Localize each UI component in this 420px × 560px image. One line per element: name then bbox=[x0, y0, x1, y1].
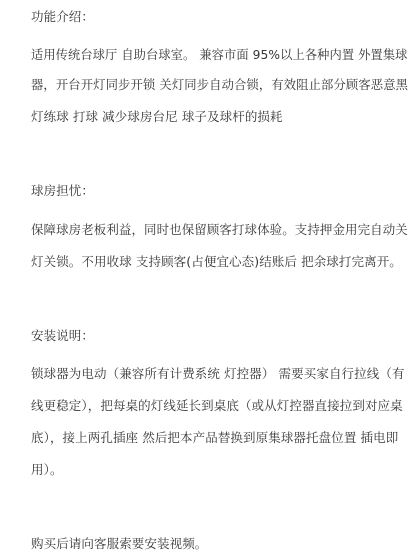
install-line-1: 锁球器为电动（兼容所有计费系统 灯控器） 需要买家自行拉线（有 bbox=[31, 366, 405, 381]
install-heading: 安装说明： bbox=[31, 328, 95, 343]
features-line-3: 灯练球 打球 减少球房台尼 球子及球杆的损耗 bbox=[31, 109, 283, 124]
features-heading: 功能介绍： bbox=[31, 9, 95, 24]
features-line-1: 适用传统台球厅 自助台球室。 兼容市面 95%以上各种内置 外置集球 bbox=[31, 47, 408, 62]
concerns-line-2: 灯关锁。不用收球 支持顾客(占便宜心态)结账后 把余球打完离开。 bbox=[31, 254, 402, 269]
features-line-2: 器，开台开灯同步开锁 关灯同步自动合锁，有效阻止部分顾客恶意黑 bbox=[31, 77, 409, 92]
install-line-4: 用）。 bbox=[31, 462, 63, 477]
concerns-heading: 球房担忧： bbox=[31, 183, 95, 198]
install-line-2: 线更稳定），把每桌的灯线延长到桌底（或从灯控器直接拉到对应桌 bbox=[31, 398, 403, 413]
footer-note: 购买后请向客服索要安装视频。 bbox=[31, 536, 208, 551]
concerns-line-1: 保障球房老板利益，同时也保留顾客打球体验。支持押金用完自动关 bbox=[31, 222, 408, 237]
install-line-3: 底），接上两孔插座 然后把本产品替换到原集球器托盘位置 插电即 bbox=[31, 430, 399, 445]
